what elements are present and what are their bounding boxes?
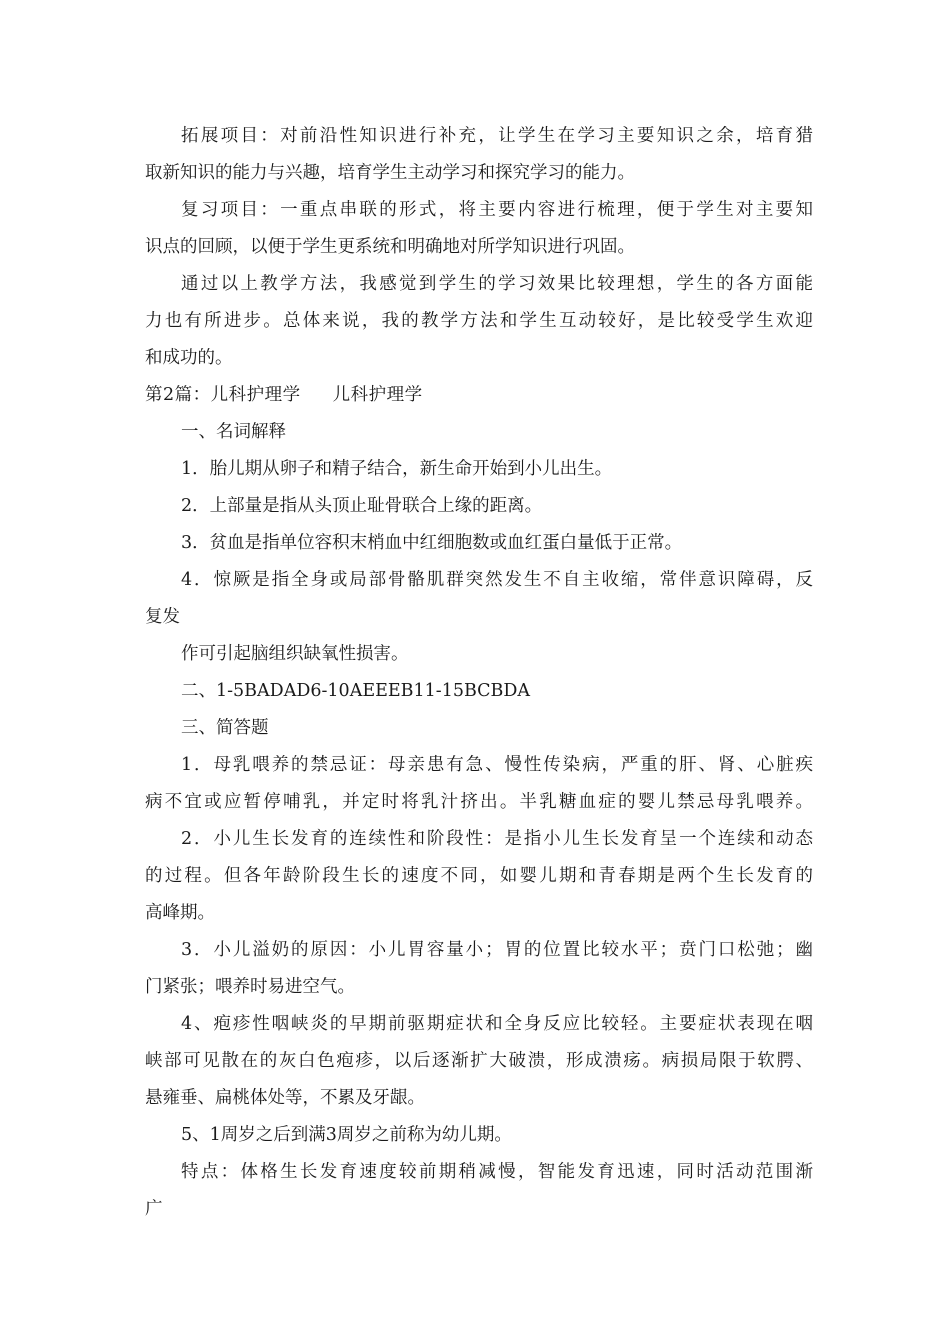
list-item: 3．小儿溢奶的原因：小儿胃容量小；胃的位置比较水平；贲门口松弛；幽	[181, 940, 813, 960]
list-item: 1．母乳喂养的禁忌证：母亲患有急、慢性传染病，严重的肝、肾、心脏疾	[181, 755, 813, 775]
paragraph-line: 广	[145, 1199, 163, 1219]
paragraph-line: 复习项目：一重点串联的形式，将主要内容进行梳理，便于学生对主要知	[181, 200, 813, 220]
answer-key	[145, 673, 813, 710]
list-item: 4、疱疹性咽峡炎的早期前驱期症状和全身反应比较轻。主要症状表现在咽	[181, 1014, 813, 1034]
list-item: 1．胎儿期从卵子和精子结合，新生命开始到小儿出生。	[181, 459, 613, 479]
paragraph-line: 特点：体格生长发育速度较前期稍减慢，智能发育迅速，同时活动范围渐	[181, 1162, 813, 1182]
paragraph-line: 取新知识的能力与兴趣，培育学生主动学习和探究学习的能力。	[145, 163, 635, 183]
section-heading	[145, 377, 813, 414]
paragraph-line: 作可引起脑组织缺氧性损害。	[181, 644, 409, 664]
paragraph-line: 病不宜或应暂停哺乳，并定时将乳汁挤出。半乳糖血症的婴儿禁忌母乳喂养。	[145, 792, 813, 812]
answer-key-text: 二、1-5BADAD6-10AEEEB11-15BCBDA	[181, 681, 531, 701]
paragraph-line: 门紧张；喂养时易进空气。	[145, 977, 355, 997]
paragraph-line: 高峰期。	[145, 903, 215, 923]
subsection-heading: 三、简答题	[181, 718, 269, 738]
list-item: 5、1周岁之后到满3周岁之前称为幼儿期。	[181, 1125, 512, 1145]
paragraph-line: 拓展项目：对前沿性知识进行补充，让学生在学习主要知识之余，培育猎	[181, 126, 813, 146]
paragraph-line: 悬雍垂、扁桃体处等，不累及牙龈。	[145, 1088, 425, 1108]
paragraph-line: 力也有所进步。总体来说，我的教学方法和学生互动较好，是比较受学生欢迎	[145, 311, 813, 331]
paragraph-line: 复发	[145, 607, 180, 627]
paragraph-line: 的过程。但各年龄阶段生长的速度不同，如婴儿期和青春期是两个生长发育的	[145, 866, 813, 886]
paragraph-line: 和成功的。	[145, 348, 233, 368]
document-page	[145, 118, 813, 1228]
list-item: 3．贫血是指单位容积末梢血中红细胞数或血红蛋白量低于正常。	[181, 533, 683, 553]
paragraph-line: 识点的回顾，以便于学生更系统和明确地对所学知识进行巩固。	[145, 237, 635, 257]
list-item: 4．惊厥是指全身或局部骨骼肌群突然发生不自主收缩，常伴意识障碍，反	[181, 570, 813, 590]
list-item: 2．小儿生长发育的连续性和阶段性：是指小儿生长发育呈一个连续和动态	[181, 829, 813, 849]
list-item: 2．上部量是指从头顶止耻骨联合上缘的距离。	[181, 496, 543, 516]
section-number-title: 第2篇：儿科护理学	[145, 385, 301, 405]
section-subtitle: 儿科护理学	[332, 385, 423, 405]
paragraph-line: 通过以上教学方法，我感觉到学生的学习效果比较理想，学生的各方面能	[181, 274, 813, 294]
paragraph-line: 峡部可见散在的灰白色疱疹，以后逐渐扩大破溃，形成溃疡。病损局限于软腭、	[145, 1051, 813, 1071]
subsection-heading: 一、名词解释	[181, 422, 286, 442]
